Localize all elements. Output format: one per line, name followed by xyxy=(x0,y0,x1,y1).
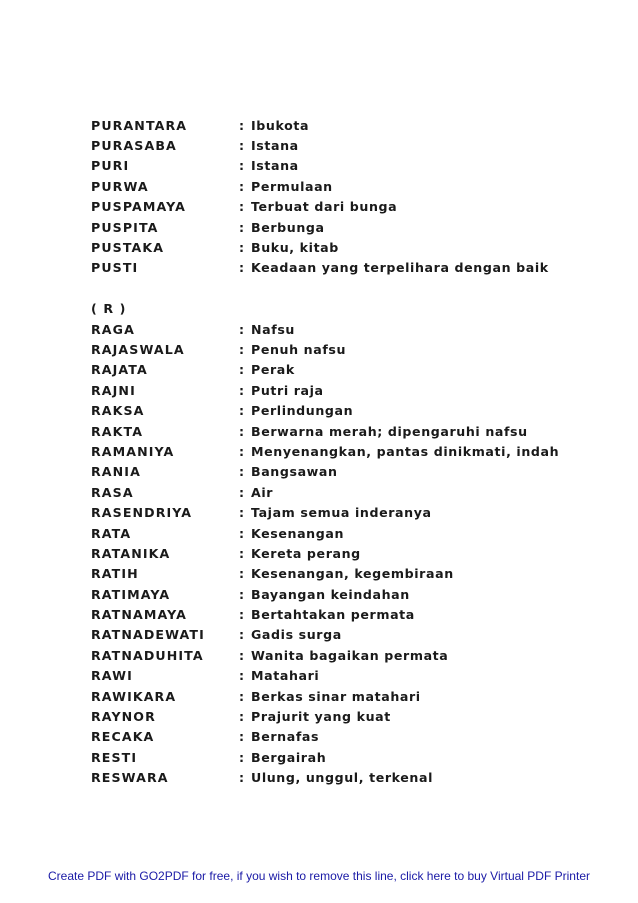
glossary-term: RESTI xyxy=(91,749,138,765)
glossary-row xyxy=(91,197,611,217)
glossary-definition: Menyenangkan, pantas dinikmati, indah xyxy=(251,443,560,459)
glossary-definition: Prajurit yang kuat xyxy=(251,709,391,725)
term-separator: : xyxy=(239,586,246,602)
glossary-term: RATNADUHITA xyxy=(91,647,204,663)
glossary-row xyxy=(91,625,611,645)
glossary-term: PUSPAMAYA xyxy=(91,199,186,215)
term-separator: : xyxy=(239,484,246,500)
glossary-definition: Perlindungan xyxy=(251,403,354,419)
term-separator: : xyxy=(239,688,246,704)
glossary-definition: Gadis surga xyxy=(251,627,342,643)
glossary-definition: Kesenangan, kegembiraan xyxy=(251,566,454,582)
glossary-definition: Buku, kitab xyxy=(251,240,339,256)
glossary-term: RANIA xyxy=(91,464,141,480)
glossary-definition: Keadaan yang terpelihara dengan baik xyxy=(251,260,549,276)
glossary-definition: Bayangan keindahan xyxy=(251,586,410,602)
glossary-term: RAJATA xyxy=(91,362,148,378)
glossary-group-r xyxy=(91,319,611,788)
glossary-definition: Nafsu xyxy=(251,321,295,337)
glossary-definition: Perak xyxy=(251,362,295,378)
term-separator: : xyxy=(239,607,246,623)
term-separator: : xyxy=(239,566,246,582)
glossary-definition: Kesenangan xyxy=(251,525,345,541)
glossary-term: RASA xyxy=(91,484,134,500)
glossary-row xyxy=(91,502,611,522)
term-separator: : xyxy=(239,749,246,765)
glossary-row xyxy=(91,441,611,461)
term-separator: : xyxy=(239,709,246,725)
glossary-term: RAJASWALA xyxy=(91,341,185,357)
term-separator: : xyxy=(239,627,246,643)
glossary-term: PURWA xyxy=(91,178,149,194)
glossary-row xyxy=(91,584,611,604)
glossary-term: RAYNOR xyxy=(91,709,156,725)
glossary-row xyxy=(91,604,611,624)
glossary-row xyxy=(91,400,611,420)
term-separator: : xyxy=(239,199,246,215)
glossary-term: RASENDRIYA xyxy=(91,505,193,521)
glossary-row xyxy=(91,543,611,563)
glossary-row xyxy=(91,380,611,400)
glossary-term: RAJNI xyxy=(91,382,136,398)
glossary-definition: Bangsawan xyxy=(251,464,338,480)
term-separator: : xyxy=(239,443,246,459)
term-separator: : xyxy=(239,505,246,521)
term-separator: : xyxy=(239,158,246,174)
glossary-term: PUSTAKA xyxy=(91,240,165,256)
glossary-definition: Bernafas xyxy=(251,729,320,745)
term-separator: : xyxy=(239,382,246,398)
glossary-group-p xyxy=(91,115,611,278)
glossary-row xyxy=(91,727,611,747)
glossary-row xyxy=(91,666,611,686)
term-separator: : xyxy=(239,341,246,357)
glossary-definition: Istana xyxy=(251,158,299,174)
term-separator: : xyxy=(239,545,246,561)
glossary-row xyxy=(91,462,611,482)
glossary-term: RATIMAYA xyxy=(91,586,171,602)
glossary-row xyxy=(91,217,611,237)
glossary-row xyxy=(91,747,611,767)
glossary-term: RATNADEWATI xyxy=(91,627,205,643)
glossary-term: PUSPITA xyxy=(91,219,159,235)
glossary-row xyxy=(91,421,611,441)
term-separator: : xyxy=(239,178,246,194)
glossary-row xyxy=(91,360,611,380)
glossary-definition: Matahari xyxy=(251,668,320,684)
glossary-row xyxy=(91,564,611,584)
term-separator: : xyxy=(239,423,246,439)
glossary-term: RATNAMAYA xyxy=(91,607,187,623)
glossary-row xyxy=(91,523,611,543)
glossary-term: RESWARA xyxy=(91,770,169,786)
term-separator: : xyxy=(239,729,246,745)
glossary-term: PUSTI xyxy=(91,260,139,276)
glossary-definition: Permulaan xyxy=(251,178,333,194)
glossary-row xyxy=(91,156,611,176)
glossary-definition: Putri raja xyxy=(251,382,324,398)
glossary-row xyxy=(91,645,611,665)
glossary-row xyxy=(91,115,611,135)
glossary-term: PURANTARA xyxy=(91,117,188,133)
glossary-term: RAKTA xyxy=(91,423,144,439)
glossary-term: RAMANIYA xyxy=(91,443,175,459)
glossary-definition: Berkas sinar matahari xyxy=(251,688,421,704)
glossary-row xyxy=(91,768,611,788)
glossary-row xyxy=(91,339,611,359)
glossary-definition: Terbuat dari bunga xyxy=(251,199,398,215)
term-separator: : xyxy=(239,138,246,154)
glossary-term: RATIH xyxy=(91,566,139,582)
term-separator: : xyxy=(239,117,246,133)
glossary xyxy=(91,115,611,788)
glossary-term: RECAKA xyxy=(91,729,155,745)
glossary-row xyxy=(91,482,611,502)
glossary-term: PURASABA xyxy=(91,138,177,154)
glossary-definition: Penuh nafsu xyxy=(251,341,347,357)
term-separator: : xyxy=(239,260,246,276)
glossary-definition: Ulung, unggul, terkenal xyxy=(251,770,434,786)
glossary-definition: Ibukota xyxy=(251,117,310,133)
term-separator: : xyxy=(239,403,246,419)
go2pdf-footer-link[interactable]: Create PDF with GO2PDF for free, if you wish to remove this line, click here to buy Virtual PDF Printer xyxy=(48,869,590,883)
section-spacer xyxy=(91,278,611,298)
term-separator: : xyxy=(239,240,246,256)
glossary-term: RATANIKA xyxy=(91,545,171,561)
glossary-definition: Tajam semua inderanya xyxy=(251,505,432,521)
glossary-definition: Wanita bagaikan permata xyxy=(251,647,449,663)
glossary-term: RATA xyxy=(91,525,132,541)
glossary-definition: Berbunga xyxy=(251,219,325,235)
glossary-term: PURI xyxy=(91,158,130,174)
glossary-term: RAWI xyxy=(91,668,133,684)
term-separator: : xyxy=(239,464,246,480)
term-separator: : xyxy=(239,770,246,786)
term-separator: : xyxy=(239,362,246,378)
term-separator: : xyxy=(239,647,246,663)
glossary-row xyxy=(91,258,611,278)
glossary-definition: Bertahtakan permata xyxy=(251,607,415,623)
glossary-row xyxy=(91,686,611,706)
glossary-row xyxy=(91,237,611,257)
glossary-definition: Istana xyxy=(251,138,299,154)
glossary-definition: Bergairah xyxy=(251,749,327,765)
glossary-definition: Kereta perang xyxy=(251,545,361,561)
glossary-row xyxy=(91,176,611,196)
section-r-heading xyxy=(91,299,611,319)
glossary-row xyxy=(91,706,611,726)
glossary-definition: Air xyxy=(251,484,274,500)
glossary-term: RAGA xyxy=(91,321,135,337)
term-separator: : xyxy=(239,668,246,684)
glossary-term: RAWIKARA xyxy=(91,688,177,704)
glossary-row xyxy=(91,319,611,339)
term-separator: : xyxy=(239,525,246,541)
term-separator: : xyxy=(239,219,246,235)
term-separator: : xyxy=(239,321,246,337)
glossary-row xyxy=(91,135,611,155)
glossary-definition: Berwarna merah; dipengaruhi nafsu xyxy=(251,423,528,439)
section-r-heading-text: ( R ) xyxy=(91,301,127,317)
glossary-term: RAKSA xyxy=(91,403,145,419)
